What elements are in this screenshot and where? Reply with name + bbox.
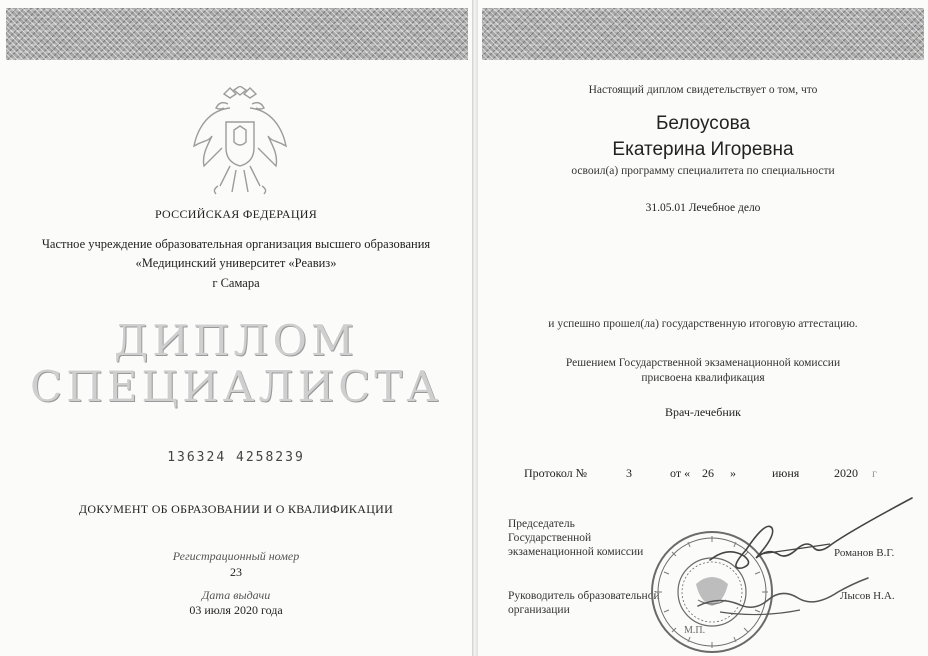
- protocol-close-quote: »: [730, 466, 736, 480]
- protocol-year-suffix: г: [872, 466, 877, 480]
- country-name: РОССИЙСКАЯ ФЕДЕРАЦИЯ: [154, 207, 318, 221]
- stamp-place-mark: М.П.: [684, 625, 706, 636]
- guilloche-band: [482, 8, 924, 60]
- registration-label: Регистрационный номер: [172, 549, 300, 563]
- chair-name: Романов В.Г.: [834, 547, 895, 559]
- diploma-title-line-2: СПЕЦИАЛИСТА: [29, 362, 443, 411]
- head-name: Лысов Н.А.: [840, 590, 895, 602]
- protocol-from: от «: [670, 466, 691, 480]
- decision-line-2: присвоена квалификация: [641, 372, 765, 384]
- specialty: 31.05.01 Лечебное дело: [645, 202, 761, 214]
- head-signature-icon: [690, 566, 880, 636]
- issue-date-label: Дата выдачи: [201, 588, 271, 602]
- protocol-day: 26: [702, 466, 714, 480]
- issue-date: 03 июля 2020 года: [189, 603, 283, 617]
- institution-line-2: «Медицинский университет «Реавиз»: [135, 256, 337, 270]
- city: г Самара: [212, 276, 260, 290]
- guilloche-band: [6, 8, 468, 60]
- document-type: ДОКУМЕНТ ОБ ОБРАЗОВАНИИ И О КВАЛИФИКАЦИИ: [78, 502, 394, 516]
- protocol-number: 3: [626, 466, 632, 480]
- program-mastered-text: освоил(а) программу специалитета по специальности: [571, 165, 835, 177]
- attestation-text: и успешно прошел(ла) государственную итоговую аттестацию.: [548, 318, 858, 330]
- chair-title-line-3: экзаменационной комиссии: [508, 546, 644, 558]
- intro-text: Настоящий диплом свидетельствует о том, что: [588, 84, 818, 96]
- protocol-month: июня: [772, 466, 800, 480]
- diploma-title-line-1: ДИПЛОМ: [114, 316, 358, 365]
- coat-of-arms-icon: [190, 86, 290, 196]
- protocol-label: Протокол №: [524, 466, 588, 480]
- head-title-line-1: Руководитель образовательной: [508, 590, 660, 602]
- protocol-year: 2020: [834, 466, 858, 480]
- head-title-line-2: организации: [508, 604, 570, 616]
- decision-line-1: Решением Государственной экзаменационной комиссии: [565, 357, 841, 369]
- graduate-given-names: Екатерина Игоревна: [612, 139, 794, 160]
- institution-line-1: Частное учреждение образовательная организация высшего образования: [41, 237, 431, 251]
- graduate-surname: Белоусова: [655, 113, 751, 134]
- chair-title-line-1: Председатель: [508, 518, 575, 530]
- registration-number: 23: [230, 565, 242, 579]
- chair-title-line-2: Государственной: [508, 532, 592, 544]
- serial-number: 136324 4258239: [167, 450, 305, 465]
- qualification: Врач-лечебник: [664, 405, 742, 419]
